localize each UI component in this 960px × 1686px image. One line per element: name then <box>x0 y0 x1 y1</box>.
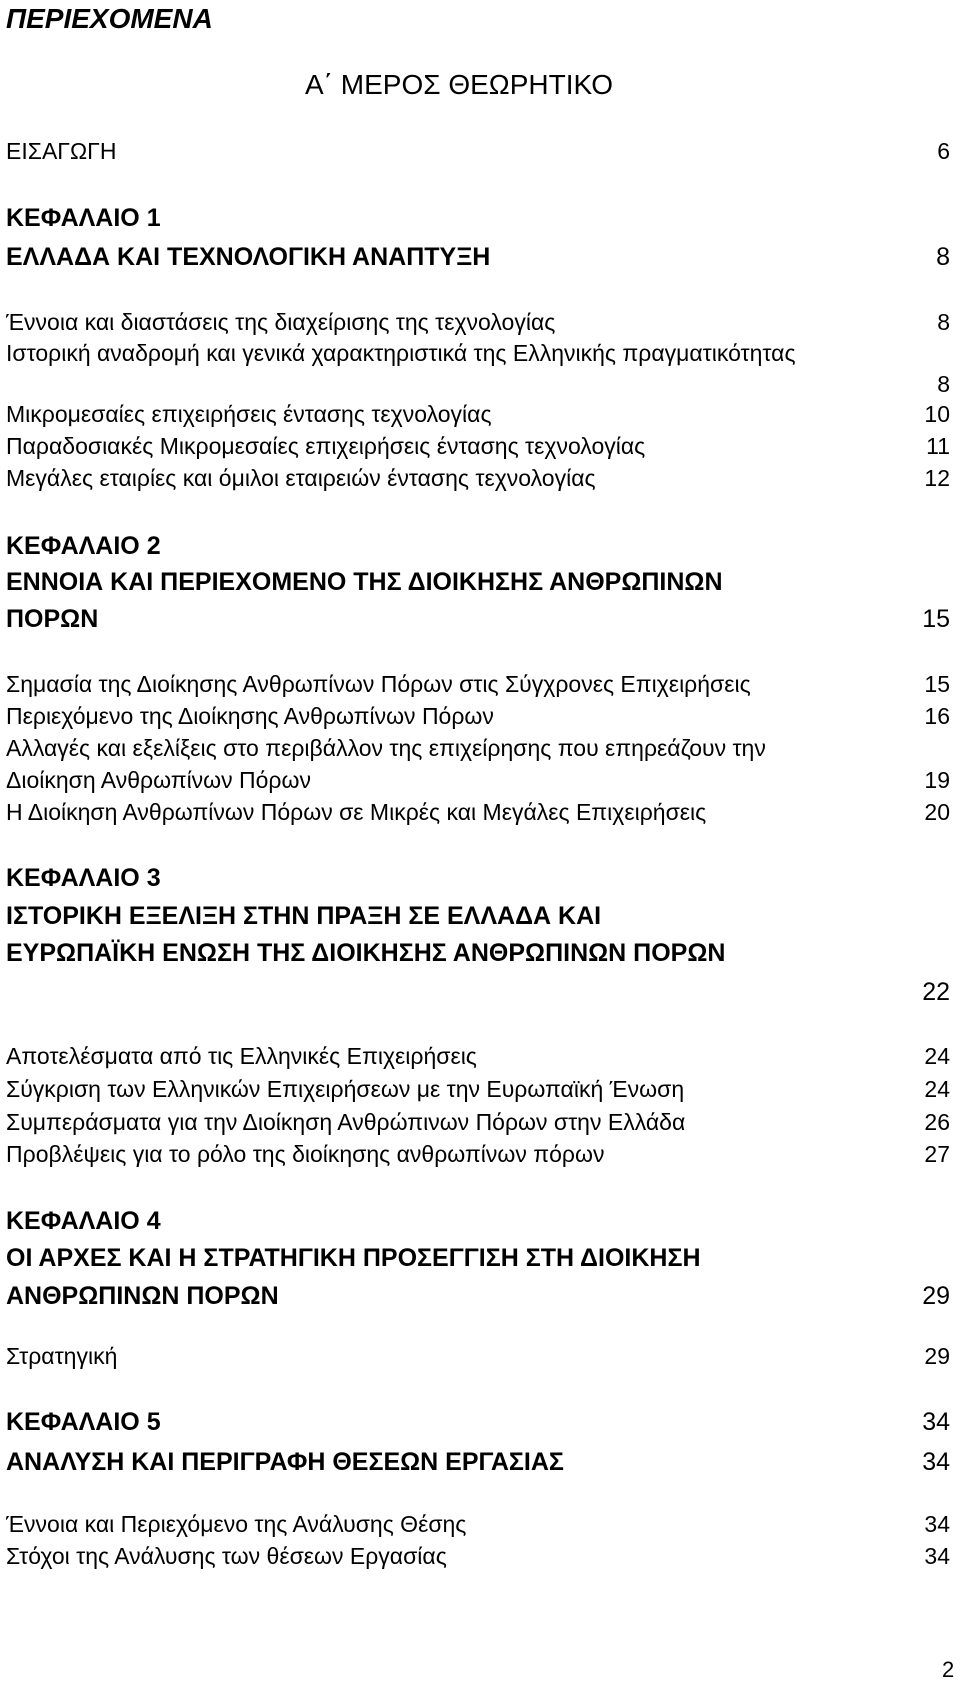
toc-entry-page: 19 <box>924 767 950 793</box>
chapter-4-title-line-2[interactable]: ΑΝΘΡΩΠΙΝΩΝ ΠΟΡΩΝ <box>6 1282 279 1310</box>
toc-entry-page: 15 <box>924 671 950 697</box>
toc-entry-page: 24 <box>924 1076 950 1102</box>
toc-entry[interactable]: Η Διοίκηση Ανθρωπίνων Πόρων σε Μικρές και Μεγάλες Επιχειρήσεις <box>6 799 707 825</box>
part-heading: Α΄ ΜΕΡΟΣ ΘΕΩΡΗΤΙΚΟ <box>305 69 614 100</box>
chapter-2-number: ΚΕΦΑΛΑΙΟ 2 <box>6 532 161 560</box>
toc-entry[interactable]: Στόχοι της Ανάλυσης των θέσεων Εργασίας <box>6 1543 447 1569</box>
toc-entry[interactable]: Ιστορική αναδρομή και γενικά χαρακτηριστικά της Ελληνικής πραγματικότητας <box>6 340 796 366</box>
chapter-5-title[interactable]: ΑΝΑΛΥΣΗ ΚΑΙ ΠΕΡΙΓΡΑΦΗ ΘΕΣΕΩΝ ΕΡΓΑΣΙΑΣ <box>6 1448 564 1476</box>
chapter-1-number: ΚΕΦΑΛΑΙΟ 1 <box>6 204 161 232</box>
toc-entry-intro[interactable]: ΕΙΣΑΓΩΓΗ <box>6 138 117 164</box>
toc-entry[interactable]: Μεγάλες εταιρίες και όμιλοι εταιρειών έντασης τεχνολογίας <box>6 465 596 491</box>
chapter-3-title-line-1[interactable]: ΙΣΤΟΡΙΚΗ ΕΞΕΛΙΞΗ ΣΤΗΝ ΠΡΑΞΗ ΣΕ ΕΛΛΑΔΑ ΚΑΙ <box>6 902 602 930</box>
chapter-1-page: 8 <box>936 243 950 271</box>
toc-entry[interactable]: Σημασία της Διοίκησης Ανθρωπίνων Πόρων στις Σύγχρονες Επιχειρήσεις <box>6 671 751 697</box>
chapter-2-title-line-2[interactable]: ΠΟΡΩΝ <box>6 605 99 633</box>
toc-entry-page: 10 <box>924 401 950 427</box>
toc-entry-page: 34 <box>924 1511 950 1537</box>
chapter-4-number: ΚΕΦΑΛΑΙΟ 4 <box>6 1207 161 1235</box>
toc-entry[interactable]: Στρατηγική <box>6 1343 118 1369</box>
toc-entry-page: 29 <box>924 1343 950 1369</box>
chapter-5-page: 34 <box>922 1448 950 1476</box>
page-title: ΠΕΡΙΕΧΟΜΕΝΑ <box>6 3 213 34</box>
chapter-5-number-page: 34 <box>922 1408 950 1436</box>
toc-entry-page: 16 <box>924 703 950 729</box>
chapter-4-title-line-1[interactable]: ΟΙ ΑΡΧΕΣ ΚΑΙ Η ΣΤΡΑΤΗΓΙΚΗ ΠΡΟΣΕΓΓΙΣΗ ΣΤΗ ΔΙΟΙΚΗΣΗ <box>6 1244 701 1272</box>
toc-entry[interactable]: Μικρομεσαίες επιχειρήσεις έντασης τεχνολογίας <box>6 401 492 427</box>
chapter-3-number: ΚΕΦΑΛΑΙΟ 3 <box>6 864 161 892</box>
chapter-4-page: 29 <box>922 1282 950 1310</box>
toc-entry[interactable]: Έννοια και Περιεχόμενο της Ανάλυσης Θέσης <box>6 1511 467 1537</box>
toc-entry-page: 11 <box>926 433 950 459</box>
toc-entry-page: 26 <box>924 1109 950 1135</box>
toc-entry[interactable]: Αποτελέσματα από τις Ελληνικές Επιχειρήσεις <box>6 1043 477 1069</box>
toc-entry[interactable]: Παραδοσιακές Μικρομεσαίες επιχειρήσεις έντασης τεχνολογίας <box>6 433 646 459</box>
toc-entry[interactable]: Διοίκηση Ανθρωπίνων Πόρων <box>6 767 311 793</box>
chapter-2-page: 15 <box>922 605 950 633</box>
chapter-1-title[interactable]: ΕΛΛΑΔΑ ΚΑΙ ΤΕΧΝΟΛΟΓΙΚΗ ΑΝΑΠΤΥΞΗ <box>6 243 491 271</box>
toc-entry[interactable]: Έννοια και διαστάσεις της διαχείρισης της τεχνολογίας <box>6 309 556 335</box>
toc-entry-page: 27 <box>924 1141 950 1167</box>
chapter-3-page: 22 <box>922 978 950 1006</box>
chapter-2-title-line-1[interactable]: ΕΝΝΟΙΑ ΚΑΙ ΠΕΡΙΕΧΟΜΕΝΟ ΤΗΣ ΔΙΟΙΚΗΣΗΣ ΑΝΘΡΩΠΙΝΩΝ <box>6 568 723 596</box>
toc-entry-page: 12 <box>924 465 950 491</box>
toc-entry-page: 24 <box>924 1043 950 1069</box>
toc-entry[interactable]: Προβλέψεις για το ρόλο της διοίκησης ανθρωπίνων πόρων <box>6 1141 605 1167</box>
toc-entry-page: 20 <box>924 799 950 825</box>
toc-entry[interactable]: Αλλαγές και εξελίξεις στο περιβάλλον της επιχείρησης που επηρεάζουν την <box>6 735 766 761</box>
footer-page-number: 2 <box>942 1657 955 1682</box>
toc-page-intro: 6 <box>937 138 950 164</box>
toc-entry-page: 34 <box>924 1543 950 1569</box>
chapter-3-title-line-2[interactable]: ΕΥΡΩΠΑΪΚΗ ΕΝΩΣΗ ΤΗΣ ΔΙΟΙΚΗΣΗΣ ΑΝΘΡΩΠΙΝΩΝ ΠΟΡΩΝ <box>6 939 726 967</box>
toc-entry-page: 8 <box>937 309 950 335</box>
toc-entry[interactable]: Περιεχόμενο της Διοίκησης Ανθρωπίνων Πόρων <box>6 703 494 729</box>
toc-entry[interactable]: Συμπεράσματα για την Διοίκηση Ανθρώπινων Πόρων στην Ελλάδα <box>6 1109 686 1135</box>
toc-entry-page: 8 <box>937 371 950 397</box>
chapter-5-number: ΚΕΦΑΛΑΙΟ 5 <box>6 1408 161 1436</box>
toc-entry[interactable]: Σύγκριση των Ελληνικών Επιχειρήσεων με την Ευρωπαϊκή Ένωση <box>6 1076 685 1102</box>
